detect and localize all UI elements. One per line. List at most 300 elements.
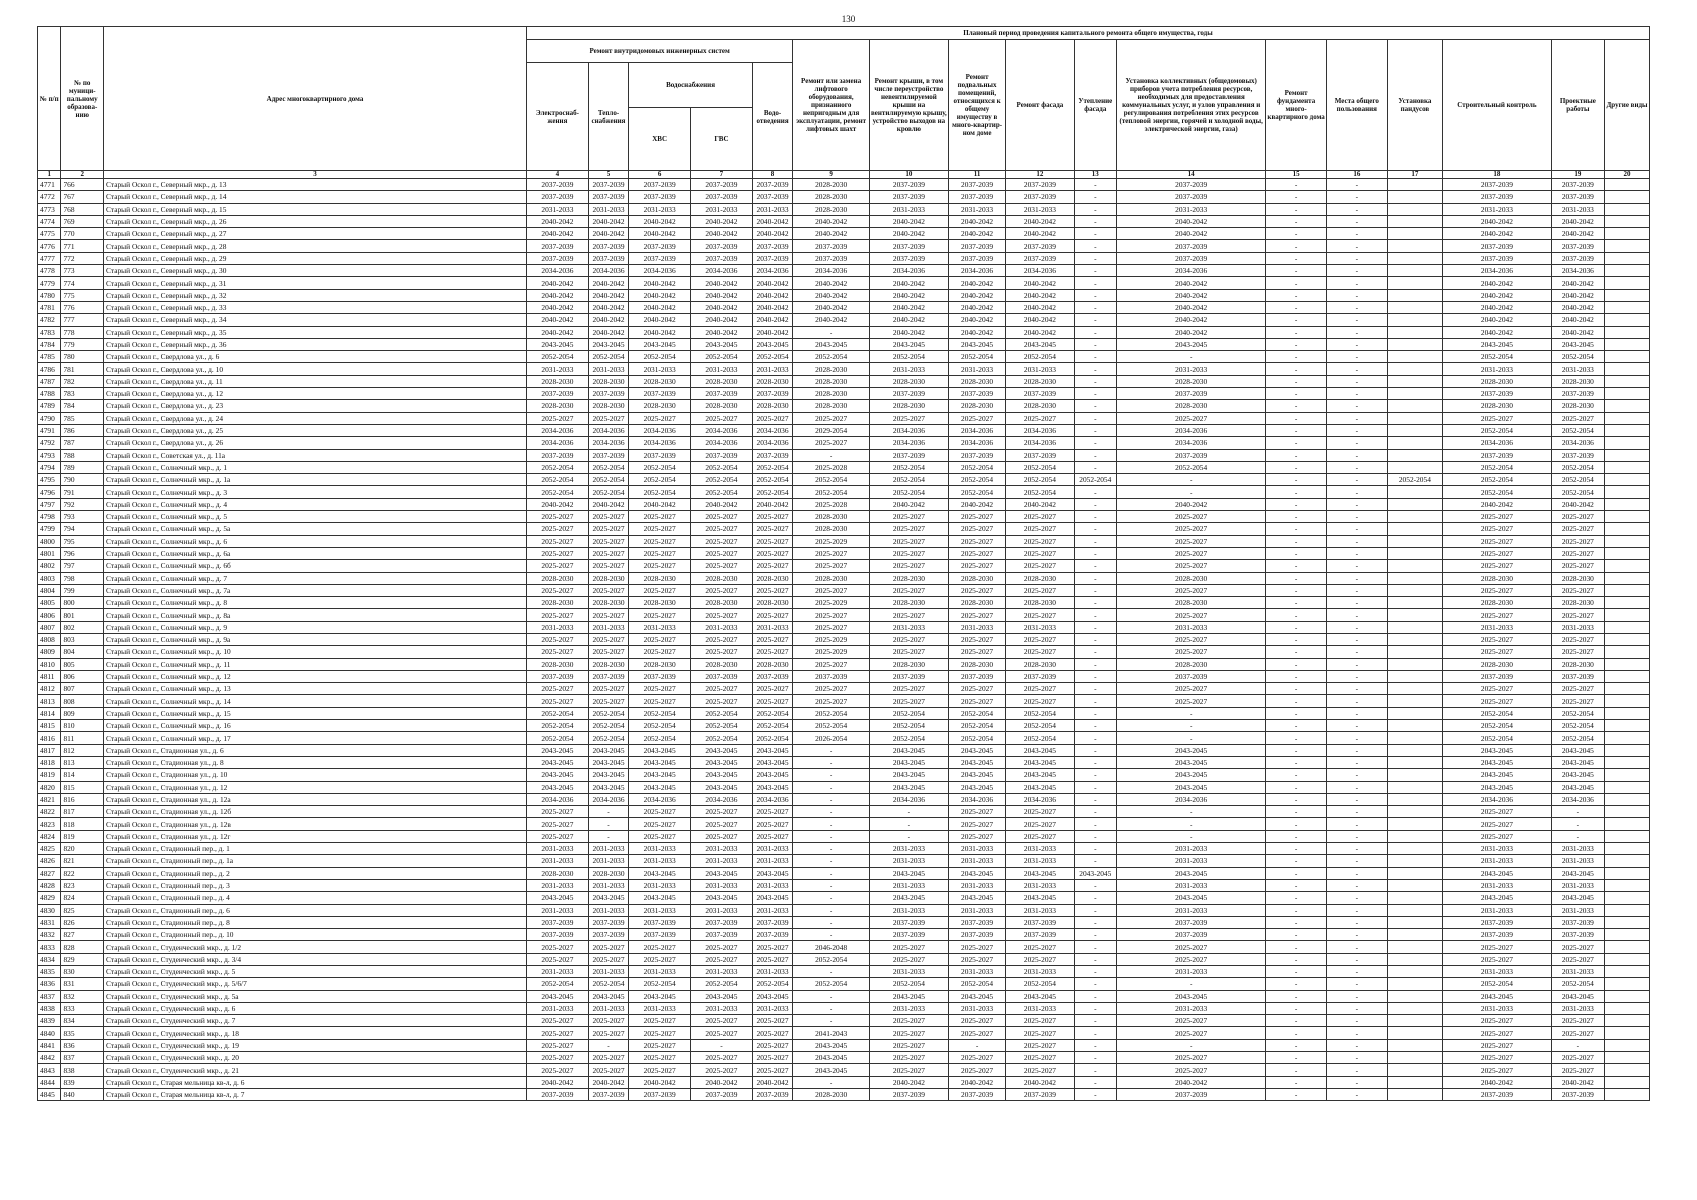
table-cell [1605, 683, 1650, 695]
table-cell: 2043-2045 [752, 892, 792, 904]
table-cell: 2025-2027 [691, 830, 753, 842]
table-cell: 2028-2030 [1551, 400, 1604, 412]
table-cell: 4841 [38, 1039, 61, 1051]
table-cell: 2031-2033 [1443, 1002, 1552, 1014]
table-cell: 2031-2033 [752, 904, 792, 916]
table-cell: 2043-2045 [1006, 781, 1074, 793]
table-cell [1605, 966, 1650, 978]
table-cell: 2043-2045 [527, 756, 589, 768]
table-cell: 2040-2042 [691, 1076, 753, 1088]
table-cell: 2037-2039 [869, 388, 948, 400]
table-cell: - [1266, 670, 1327, 682]
table-cell: 2025-2027 [1117, 560, 1266, 572]
table-cell [1605, 301, 1650, 313]
table-cell: 4817 [38, 744, 61, 756]
header-roof: Ремонт крыши, в том числе переустройство невентилируемой крыши на вентилируемую крышу, устройство выходов на кровлю [869, 40, 948, 171]
table-cell: - [793, 744, 870, 756]
table-row [38, 265, 1650, 277]
table-cell: 2037-2039 [588, 1088, 628, 1100]
table-cell: 2040-2042 [1117, 277, 1266, 289]
table-cell: 2043-2045 [1006, 867, 1074, 879]
table-cell: 2034-2036 [1006, 793, 1074, 805]
table-cell: 2025-2027 [1551, 412, 1604, 424]
table-cell: - [1266, 1027, 1327, 1039]
table-cell: 2043-2045 [1443, 892, 1552, 904]
table-cell: - [1266, 535, 1327, 547]
table-cell: - [1266, 646, 1327, 658]
table-cell [1387, 929, 1442, 941]
table-cell: 2052-2054 [527, 978, 589, 990]
table-cell: - [793, 1002, 870, 1014]
table-cell: 2052-2054 [752, 461, 792, 473]
table-cell: 2052-2054 [1551, 720, 1604, 732]
table-cell: 2034-2036 [629, 793, 691, 805]
table-cell: 2028-2030 [527, 658, 589, 670]
table-cell [1387, 498, 1442, 510]
table-cell: - [1266, 412, 1327, 424]
table-cell: 2025-2027 [1006, 818, 1074, 830]
table-cell: 800 [61, 597, 104, 609]
table-cell: 2025-2027 [793, 683, 870, 695]
table-cell: 2052-2054 [948, 707, 1006, 719]
table-cell: 2037-2039 [691, 916, 753, 928]
table-row [38, 179, 1650, 191]
table-cell: 2028-2030 [793, 203, 870, 215]
table-cell: 810 [61, 720, 104, 732]
table-cell: 2040-2042 [869, 277, 948, 289]
table-cell: 2040-2042 [869, 215, 948, 227]
table-cell: 2052-2054 [793, 978, 870, 990]
table-cell: - [1326, 289, 1387, 301]
table-cell: 2052-2054 [691, 732, 753, 744]
table-cell: 2025-2027 [1006, 547, 1074, 559]
table-cell: 2043-2045 [752, 769, 792, 781]
address-cell: Старый Оскол г., Солнечный мкр., д. 7а [104, 584, 527, 596]
table-cell: 2052-2054 [793, 486, 870, 498]
table-cell: 2025-2027 [752, 683, 792, 695]
table-cell: - [869, 806, 948, 818]
table-cell: 2043-2045 [793, 1052, 870, 1064]
header-facade: Ремонт фасада [1006, 40, 1074, 171]
table-cell: - [1266, 375, 1327, 387]
table-cell: 2040-2042 [752, 314, 792, 326]
table-cell [1605, 670, 1650, 682]
table-cell: - [1266, 277, 1327, 289]
table-cell: - [1266, 388, 1327, 400]
table-cell: 2037-2039 [752, 670, 792, 682]
table-cell [1605, 486, 1650, 498]
address-cell: Старый Оскол г., Стадионный пер., д. 10 [104, 929, 527, 941]
table-cell: 2025-2027 [1443, 1052, 1552, 1064]
table-cell: 2031-2033 [588, 855, 628, 867]
table-cell: 2043-2045 [1117, 744, 1266, 756]
table-cell: 2028-2030 [869, 400, 948, 412]
column-number: 11 [948, 171, 1006, 179]
table-cell: 2028-2030 [629, 597, 691, 609]
table-cell: 790 [61, 474, 104, 486]
table-cell: - [1074, 179, 1117, 191]
table-cell: 2043-2045 [629, 990, 691, 1002]
table-cell: 2040-2042 [588, 228, 628, 240]
table-body [38, 179, 1650, 1101]
table-cell: 2037-2039 [527, 1088, 589, 1100]
table-cell: 2031-2033 [1117, 904, 1266, 916]
table-cell: - [1326, 228, 1387, 240]
table-cell: 2025-2027 [629, 609, 691, 621]
table-cell: 2025-2027 [869, 1052, 948, 1064]
table-cell [1387, 1039, 1442, 1051]
table-cell: 2025-2027 [1006, 609, 1074, 621]
table-cell: 2025-2027 [629, 1064, 691, 1076]
address-cell: Старый Оскол г., Стадионный пер., д. 8 [104, 916, 527, 928]
table-cell: - [1326, 830, 1387, 842]
table-cell: 2037-2039 [629, 252, 691, 264]
table-row [38, 892, 1650, 904]
table-cell: 2052-2054 [629, 707, 691, 719]
table-cell: 2037-2039 [691, 191, 753, 203]
header-electric: Электроснаб-жения [527, 63, 589, 171]
table-cell: 2028-2030 [629, 375, 691, 387]
table-cell: 2025-2027 [527, 941, 589, 953]
table-cell: 2025-2027 [1551, 560, 1604, 572]
table-cell: 2040-2042 [1551, 215, 1604, 227]
table-cell: - [1326, 461, 1387, 473]
table-cell: - [793, 855, 870, 867]
table-cell: - [1326, 855, 1387, 867]
table-cell: 2025-2027 [691, 535, 753, 547]
header-control: Строительный контроль [1443, 40, 1552, 171]
table-cell: 2028-2030 [869, 658, 948, 670]
address-cell: Старый Оскол г., Стадионная ул., д. 12а [104, 793, 527, 805]
table-cell: 2025-2027 [1551, 1027, 1604, 1039]
address-cell: Старый Оскол г., Северный мкр., д. 33 [104, 301, 527, 313]
table-cell [1387, 449, 1442, 461]
table-cell: 2025-2027 [588, 535, 628, 547]
table-cell: 2037-2039 [1551, 252, 1604, 264]
table-cell: 2028-2030 [793, 191, 870, 203]
header-foundation: Ремонт фундамента много-квартирного дома [1266, 40, 1327, 171]
table-cell: 2043-2045 [629, 756, 691, 768]
table-cell: 2040-2042 [948, 1076, 1006, 1088]
table-cell: 2037-2039 [1551, 240, 1604, 252]
table-cell: - [1326, 511, 1387, 523]
table-cell: 836 [61, 1039, 104, 1051]
table-cell: 2031-2033 [527, 855, 589, 867]
table-cell [1605, 437, 1650, 449]
table-cell: 2025-2027 [948, 806, 1006, 818]
table-cell: 2040-2042 [527, 301, 589, 313]
table-cell: 2025-2027 [1443, 1039, 1552, 1051]
table-cell [1387, 621, 1442, 633]
table-cell: 2043-2045 [527, 338, 589, 350]
table-cell: 801 [61, 609, 104, 621]
table-cell: 2052-2054 [1443, 424, 1552, 436]
address-cell: Старый Оскол г., Солнечный мкр., д. 15 [104, 707, 527, 719]
table-cell: 2052-2054 [1006, 461, 1074, 473]
table-cell: - [1266, 818, 1327, 830]
header-drain: Водо-отведения [752, 63, 792, 171]
table-cell: 2025-2027 [1006, 953, 1074, 965]
table-cell: - [793, 326, 870, 338]
table-cell: - [1266, 240, 1327, 252]
table-cell: 2052-2054 [869, 978, 948, 990]
table-cell: 2043-2045 [1006, 338, 1074, 350]
table-cell: 2037-2039 [752, 449, 792, 461]
table-cell [1387, 720, 1442, 732]
table-cell: 2025-2027 [527, 523, 589, 535]
table-cell: - [793, 793, 870, 805]
table-cell [1605, 215, 1650, 227]
address-cell: Старый Оскол г., Свердлова ул., д. 24 [104, 412, 527, 424]
table-cell [1605, 781, 1650, 793]
table-cell: - [1326, 572, 1387, 584]
table-cell: 2025-2027 [1117, 535, 1266, 547]
table-cell: 2025-2027 [1006, 830, 1074, 842]
table-cell [1387, 326, 1442, 338]
table-cell: - [1266, 572, 1327, 584]
table-cell: - [1266, 1064, 1327, 1076]
table-cell [1387, 609, 1442, 621]
table-cell: 2025-2027 [1551, 511, 1604, 523]
table-cell: 806 [61, 670, 104, 682]
table-cell: 4800 [38, 535, 61, 547]
table-cell: 2040-2042 [588, 215, 628, 227]
table-cell: 2025-2027 [752, 941, 792, 953]
table-cell [1387, 1064, 1442, 1076]
table-cell: 2040-2042 [752, 228, 792, 240]
table-row [38, 781, 1650, 793]
table-cell: 2028-2030 [691, 658, 753, 670]
table-row [38, 388, 1650, 400]
table-cell: 2040-2042 [527, 326, 589, 338]
table-row [38, 511, 1650, 523]
table-cell: 2025-2027 [869, 1027, 948, 1039]
table-cell: 2037-2039 [948, 1088, 1006, 1100]
table-cell: 2040-2042 [1117, 301, 1266, 313]
column-number: 12 [1006, 171, 1074, 179]
table-cell: 2031-2033 [1006, 879, 1074, 891]
table-cell [1387, 584, 1442, 596]
table-cell: 4781 [38, 301, 61, 313]
table-cell: 2052-2054 [1551, 424, 1604, 436]
table-cell: 2037-2039 [629, 916, 691, 928]
table-cell: 2052-2054 [869, 720, 948, 732]
table-cell: 2025-2027 [691, 560, 753, 572]
table-cell: 2025-2027 [948, 941, 1006, 953]
table-cell: - [1326, 929, 1387, 941]
table-cell [1605, 449, 1650, 461]
table-cell: 2025-2027 [752, 646, 792, 658]
table-cell [1387, 351, 1442, 363]
table-cell: - [793, 904, 870, 916]
address-cell: Старый Оскол г., Солнечный мкр., д. 8 [104, 597, 527, 609]
table-cell: - [1266, 584, 1327, 596]
table-cell: 2025-2028 [793, 461, 870, 473]
table-cell: - [1266, 609, 1327, 621]
table-cell: - [691, 1039, 753, 1051]
table-cell [1387, 1088, 1442, 1100]
table-cell [1387, 461, 1442, 473]
table-cell: 2040-2042 [1551, 498, 1604, 510]
table-cell: - [1326, 879, 1387, 891]
table-cell: 4779 [38, 277, 61, 289]
table-cell: 2025-2027 [1443, 560, 1552, 572]
table-cell: - [1117, 732, 1266, 744]
table-cell: 2028-2030 [1443, 597, 1552, 609]
table-cell: - [588, 806, 628, 818]
table-cell: - [1326, 363, 1387, 375]
table-cell: 2025-2027 [629, 646, 691, 658]
table-cell: 2037-2039 [1551, 179, 1604, 191]
table-cell: 2025-2027 [793, 695, 870, 707]
address-cell: Старый Оскол г., Стадионный пер., д. 1 [104, 843, 527, 855]
table-cell: 2052-2054 [691, 351, 753, 363]
table-cell: 4782 [38, 314, 61, 326]
table-cell [1605, 646, 1650, 658]
address-cell: Старый Оскол г., Северный мкр., д. 26 [104, 215, 527, 227]
table-cell: 2034-2036 [1551, 793, 1604, 805]
table-cell: 2040-2042 [869, 1076, 948, 1088]
table-cell: 2037-2039 [869, 1088, 948, 1100]
table-cell [1387, 633, 1442, 645]
table-cell [1387, 1027, 1442, 1039]
table-row [38, 744, 1650, 756]
table-cell: 2052-2054 [869, 732, 948, 744]
table-cell: 2025-2027 [869, 1064, 948, 1076]
table-cell [1605, 277, 1650, 289]
table-cell: - [1266, 191, 1327, 203]
table-cell: - [1074, 191, 1117, 203]
table-cell: 2031-2033 [527, 879, 589, 891]
table-cell: 2043-2045 [752, 781, 792, 793]
header-common: Места общего пользования [1326, 40, 1387, 171]
table-cell: 2043-2045 [948, 756, 1006, 768]
table-cell: 2025-2027 [1117, 511, 1266, 523]
table-cell: 2040-2042 [1006, 289, 1074, 301]
address-cell: Старый Оскол г., Северный мкр., д. 30 [104, 265, 527, 277]
table-row [38, 572, 1650, 584]
table-row [38, 806, 1650, 818]
table-cell: 2025-2027 [1006, 806, 1074, 818]
table-cell: 2052-2054 [948, 474, 1006, 486]
table-cell: 812 [61, 744, 104, 756]
table-cell: 2028-2030 [691, 375, 753, 387]
table-cell: 2025-2027 [1443, 1064, 1552, 1076]
table-cell: 2025-2027 [752, 511, 792, 523]
table-cell: 2025-2027 [1117, 633, 1266, 645]
table-row [38, 252, 1650, 264]
table-cell: 4777 [38, 252, 61, 264]
table-cell: 2028-2030 [752, 658, 792, 670]
table-row [38, 966, 1650, 978]
table-cell: - [1074, 449, 1117, 461]
table-cell: 2025-2027 [588, 412, 628, 424]
table-cell: - [1326, 486, 1387, 498]
table-cell: 2034-2036 [1117, 265, 1266, 277]
table-cell: 2031-2033 [588, 203, 628, 215]
table-cell: 818 [61, 818, 104, 830]
table-cell: 2037-2039 [629, 449, 691, 461]
table-cell: 2025-2027 [869, 633, 948, 645]
table-cell: - [1074, 621, 1117, 633]
table-cell: 2025-2027 [1006, 1052, 1074, 1064]
table-cell: 2028-2030 [948, 572, 1006, 584]
table-cell: - [1266, 756, 1327, 768]
table-cell: 2031-2033 [752, 621, 792, 633]
table-cell: 2043-2045 [527, 769, 589, 781]
table-cell: 2037-2039 [948, 388, 1006, 400]
address-cell: Старый Оскол г., Свердлова ул., д. 25 [104, 424, 527, 436]
table-cell: 2031-2033 [588, 904, 628, 916]
table-cell: 2040-2042 [588, 314, 628, 326]
table-cell [1387, 953, 1442, 965]
table-cell: 2025-2027 [1443, 412, 1552, 424]
table-cell: 2040-2042 [1006, 277, 1074, 289]
table-cell: 2043-2045 [1551, 892, 1604, 904]
table-row [38, 707, 1650, 719]
table-cell: 2037-2039 [588, 670, 628, 682]
table-cell: - [1326, 990, 1387, 1002]
table-cell: 2052-2054 [1006, 707, 1074, 719]
table-cell: 2025-2027 [752, 1064, 792, 1076]
table-cell: 2040-2042 [1006, 228, 1074, 240]
table-cell [1387, 301, 1442, 313]
table-cell: 2025-2027 [948, 535, 1006, 547]
table-cell: 2040-2042 [948, 289, 1006, 301]
table-cell: 2025-2027 [588, 683, 628, 695]
table-cell: 787 [61, 437, 104, 449]
table-cell: 2037-2039 [948, 191, 1006, 203]
table-cell: 2040-2042 [1443, 314, 1552, 326]
table-cell: 775 [61, 289, 104, 301]
table-cell: - [1326, 683, 1387, 695]
table-cell: - [1074, 670, 1117, 682]
table-cell: 2025-2027 [1551, 1015, 1604, 1027]
table-cell: 2025-2027 [1117, 683, 1266, 695]
table-cell [1605, 806, 1650, 818]
table-cell: 2043-2045 [1551, 990, 1604, 1002]
table-cell: 2052-2054 [752, 720, 792, 732]
address-cell: Старый Оскол г., Северный мкр., д. 31 [104, 277, 527, 289]
table-cell: 2025-2027 [1443, 806, 1552, 818]
table-cell: 2043-2045 [1006, 769, 1074, 781]
table-cell: 804 [61, 646, 104, 658]
table-cell: 2034-2036 [1117, 424, 1266, 436]
table-cell: - [1326, 953, 1387, 965]
table-cell: 2031-2033 [948, 621, 1006, 633]
table-cell: - [1074, 966, 1117, 978]
table-cell: - [1326, 265, 1387, 277]
table-cell: 2043-2045 [1443, 990, 1552, 1002]
table-cell: 2040-2042 [629, 326, 691, 338]
table-cell: 2031-2033 [869, 843, 948, 855]
table-cell: 4843 [38, 1064, 61, 1076]
table-cell: 2028-2030 [629, 400, 691, 412]
table-cell: - [1326, 326, 1387, 338]
table-cell: 2043-2045 [752, 756, 792, 768]
table-cell: 2040-2042 [588, 498, 628, 510]
table-cell [1605, 707, 1650, 719]
table-cell: 4844 [38, 1076, 61, 1088]
table-cell: 4792 [38, 437, 61, 449]
table-cell [1605, 818, 1650, 830]
table-cell: 4823 [38, 818, 61, 830]
table-cell: 2031-2033 [527, 203, 589, 215]
table-cell: 2034-2036 [1006, 265, 1074, 277]
table-cell: 2040-2042 [793, 314, 870, 326]
table-cell: 2052-2054 [869, 707, 948, 719]
table-cell [1387, 338, 1442, 350]
